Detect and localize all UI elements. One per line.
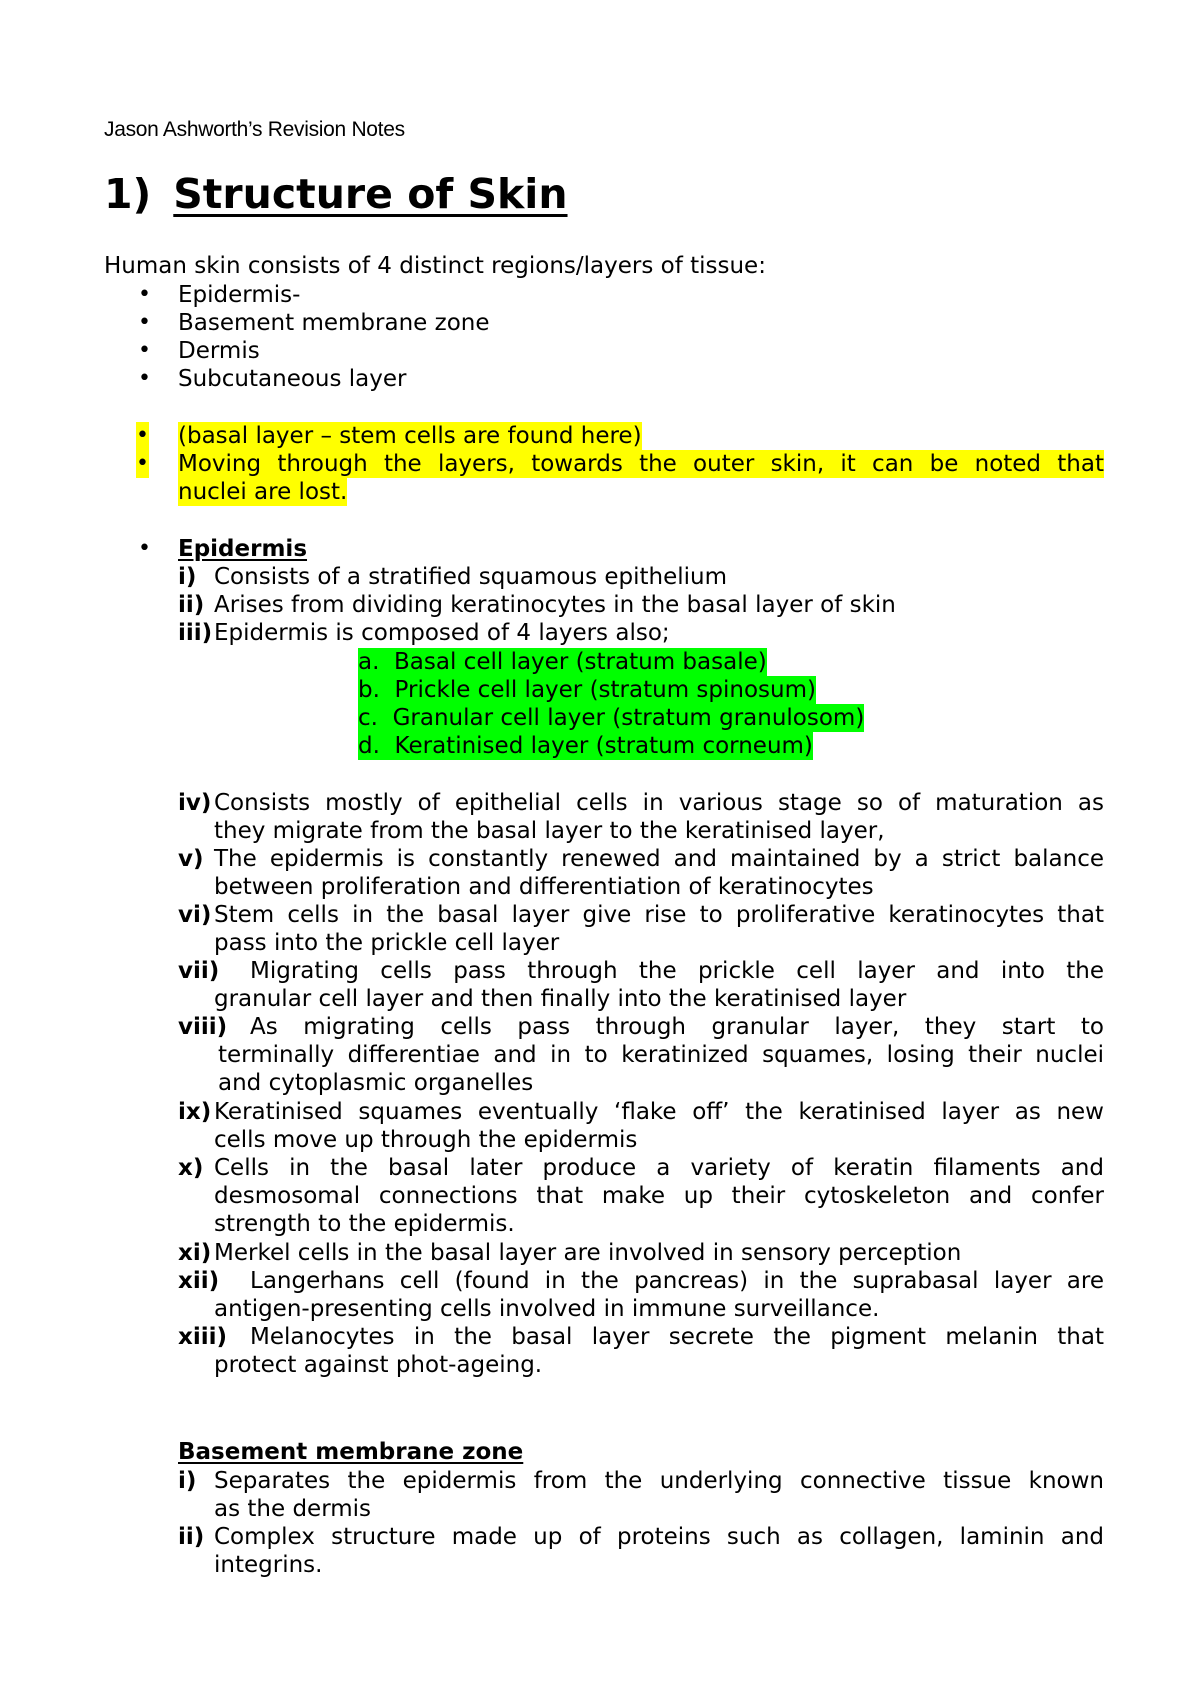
point-text: Melanocytes in the basal layer secrete the pigment melanin that [250,1324,1104,1350]
point-text: Consists mostly of epithelial cells in various stage so of maturation as [214,790,1104,816]
epidermis-layer [358,704,864,732]
point-number: v) [178,846,204,872]
point-number: xiii) [178,1324,227,1350]
point-text: Epidermis is composed of 4 layers also; [214,620,670,646]
point-text-cont: and cytoplasmic organelles [218,1070,534,1096]
layer-text: Basal cell layer (stratum basale) [394,649,767,675]
point-text-cont: integrins. [214,1552,323,1578]
bullet-icon: • [138,310,151,335]
region-item: Basement membrane zone [178,310,490,336]
layer-text: Keratinised layer (stratum corneum) [394,733,813,759]
basement-heading: Basement membrane zone [178,1439,524,1465]
point-number: xi) [178,1240,212,1266]
epidermis-heading: Epidermis [178,536,308,562]
intro-text: Human skin consists of 4 distinct regions/layers of tissue: [104,253,766,279]
point-text: As migrating cells pass through granular layer, they start to [250,1014,1104,1040]
layer-letter: d. [358,733,380,759]
layer-text: Granular cell layer (stratum granulosom) [392,705,865,731]
point-text-cont: pass into the prickle cell layer [214,930,560,956]
layer-text: Prickle cell layer (stratum spinosum) [394,677,816,703]
point-text: Stem cells in the basal layer give rise to proliferative keratinocytes that [214,902,1104,928]
point-text-cont: protect against phot-ageing. [214,1352,543,1378]
layer-letter: c. [358,705,378,731]
point-number: vi) [178,902,212,928]
point-number: i) [178,1468,197,1494]
bullet-icon: • [136,423,149,448]
document-header: Jason Ashworth’s Revision Notes [104,118,405,141]
point-text: Cells in the basal later produce a variety of keratin filaments and [214,1155,1104,1181]
point-text-cont: cells move up through the epidermis [214,1127,638,1153]
point-text: The epidermis is constantly renewed and maintained by a strict balance [214,846,1104,872]
region-item: Epidermis- [178,282,301,308]
point-number: x) [178,1155,204,1181]
point-number: xii) [178,1268,220,1294]
point-text: Complex structure made up of proteins such as collagen, laminin and [214,1524,1104,1550]
point-text: Arises from dividing keratinocytes in the basal layer of skin [214,592,896,618]
highlighted-note-cont: nuclei are lost. [178,479,348,505]
bullet-icon: • [138,366,151,391]
point-text: Consists of a stratified squamous epithelium [214,564,728,590]
region-item: Subcutaneous layer [178,366,407,392]
section-title-text: Structure of Skin [173,170,568,218]
point-text-cont: as the dermis [214,1496,372,1522]
point-text-cont: between proliferation and differentiation of keratinocytes [214,874,874,900]
highlighted-note: (basal layer – stem cells are found here) [178,423,642,449]
region-item: Dermis [178,338,260,364]
epidermis-layer [358,648,767,676]
section-title [104,170,568,218]
point-text: Keratinised squames eventually ‘flake off’ the keratinised layer as new [214,1099,1104,1125]
point-text: Merkel cells in the basal layer are involved in sensory perception [214,1240,962,1266]
point-text: Langerhans cell (found in the pancreas) in the suprabasal layer are [250,1268,1104,1294]
epidermis-layer [358,732,813,760]
point-number: ii) [178,592,205,618]
point-number: iv) [178,790,212,816]
point-text-cont: terminally differentiae and in to keratinized squames, losing their nuclei [218,1042,1104,1068]
point-text: Migrating cells pass through the prickle cell layer and into the [250,958,1104,984]
bullet-icon: • [138,338,151,363]
point-number: vii) [178,958,220,984]
point-text-cont: they migrate from the basal layer to the keratinised layer, [214,818,885,844]
point-text-cont: desmosomal connections that make up their cytoskeleton and confer [214,1183,1104,1209]
point-number: ix) [178,1099,212,1125]
highlighted-note: Moving through the layers, towards the outer skin, it can be noted that [178,451,1104,477]
point-number: ii) [178,1524,205,1550]
bullet-icon: • [138,282,151,307]
point-text: Separates the epidermis from the underlying connective tissue known [214,1468,1104,1494]
point-text-cont: antigen-presenting cells involved in immune surveillance. [214,1296,880,1322]
section-number: 1) [104,170,152,218]
layer-letter: b. [358,677,380,703]
point-number: iii) [178,620,213,646]
point-number: viii) [178,1014,228,1040]
point-text-cont: strength to the epidermis. [214,1211,515,1237]
bullet-icon: • [136,451,149,476]
layer-letter: a. [358,649,380,675]
point-text-cont: granular cell layer and then finally into the keratinised layer [214,986,907,1012]
bullet-icon: • [138,536,151,561]
epidermis-layer [358,676,816,704]
point-number: i) [178,564,197,590]
